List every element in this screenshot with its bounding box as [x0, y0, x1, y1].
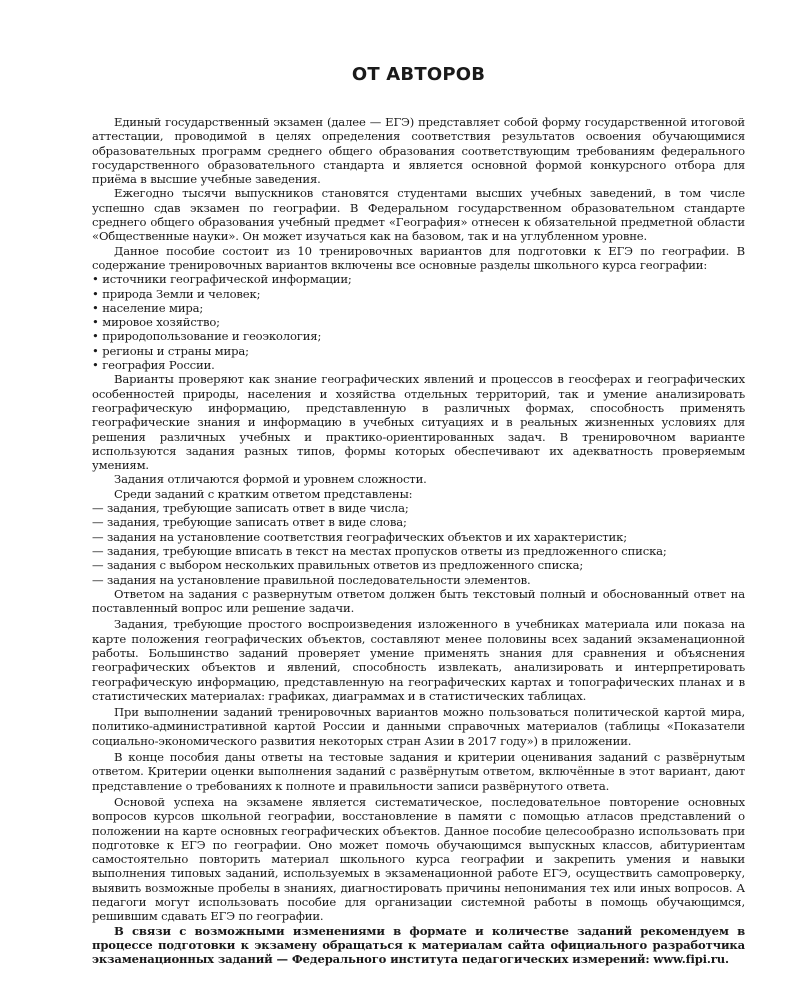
list-item: • регионы и страны мира; [92, 344, 745, 358]
list-item: — задания с выбором нескольких правильных ответов из предложенного списка; [92, 558, 745, 572]
topic-list [92, 272, 745, 372]
page-title: ОТ АВТОРОВ [351, 64, 486, 85]
paragraph-fipi-note: В связи с возможными изменениями в формате и количестве заданий рекомендуем в процессе подготовки к экзамену обращаться к материалам сайта официального разработчика экзаменационных заданий — Федерального института педагогических измерений: www.fipi.ru. [92, 923, 745, 967]
document-body [92, 115, 745, 967]
paragraph-maps: При выполнении заданий тренировочных вариантов можно пользоваться политической картой мира, политико-административной картой России и данными справочных материалов (таблицы «Показатели социально-экономического развития некоторых стран Азии в 2017 году») в приложении. [92, 705, 745, 748]
paragraph-variants: Варианты проверяют как знание географических явлений и процессов в геосферах и географических особенностей природы, населения и хозяйства отдельных территорий, так и умение анализировать географическую информацию, представленную в различных формах, способность применять географические знания и информацию в учебных ситуациях и в реальных жизненных условиях для решения различных учебных и практико-ориентированных задач. В тренировочном варианте используются задания разных типов, формы которых обеспечивают их адекватность проверяемым умениям. [92, 372, 745, 473]
list-item: • население мира; [92, 301, 745, 315]
list-item: • природопользование и геоэкология; [92, 329, 745, 343]
paragraph-answers: В конце пособия даны ответы на тестовые задания и критерии оценивания заданий с развёрнутым ответом. Критерии оценки выполнения заданий с развёрнутым ответом, включённые в этот вариант, дают представление о требованиях к полноте и правильности записи развёрнутого ответа. [92, 750, 745, 793]
paragraph-graduates: Ежегодно тысячи выпускников становятся студентами высших учебных заведений, в том числе успешно сдав экзамен по географии. В Федеральном государственном образовательном стандарте среднего общего образования учебный предмет «География» отнесен к обязательной предметной области «Общественные науки». Он может изучаться как на базовом, так и на углубленном уровне. [92, 186, 745, 244]
paragraph-task-share: Задания, требующие простого воспроизведения изложенного в учебниках материала или показа на карте положения географических объектов, составляют менее половины всех заданий экзаменационной работы. Большинство заданий проверяет умение применять знания для сравнения и объяснения географических объектов и явлений, способность извлекать, анализировать и интерпретировать географическую информацию, представленную на географических картах и топографических планах и в статистических материалах: графиках, диаграммах и в статистических таблицах. [92, 617, 745, 703]
list-item: • мировое хозяйство; [92, 315, 745, 329]
paragraph-short-answer: Среди заданий с кратким ответом представлены: [114, 486, 413, 501]
list-item: — задания, требующие вписать в текст на местах пропусков ответы из предложенного списка; [92, 544, 745, 558]
list-item: — задания на установление правильной последовательности элементов. [92, 573, 745, 587]
list-item: • география России. [92, 358, 745, 372]
paragraph-intro: Единый государственный экзамен (далее — ЕГЭ) представляет собой форму государственной итоговой аттестации, проводимой в целях определения соответствия результатов освоения обучающимися образовательных программ среднего общего образования соответствующим требованиям федерального государственного образовательного стандарта и является основной формой конкурсного отбора для приёма в высшие учебные заведения. [92, 115, 745, 187]
list-item: — задания на установление соответствия географических объектов и их характеристик; [92, 530, 745, 544]
paragraph-task-forms: Задания отличаются формой и уровнем сложности. [114, 472, 427, 487]
task-type-list [92, 501, 745, 587]
paragraph-manual-contents: Данное пособие состоит из 10 тренировочных вариантов для подготовки к ЕГЭ по географии. В содержание тренировочных вариантов включены все основные разделы школьного курса географии: [92, 243, 745, 272]
list-item: • источники географической информации; [92, 272, 745, 286]
paragraph-success: Основой успеха на экзамене является систематическое, последовательное повторение основных вопросов курсов школьной географии, восстановление в памяти с помощью атласов представлений о положении на карте основных географических объектов. Данное пособие целесообразно использовать при подготовке к ЕГЭ по географии. Оно может помочь обучающимся выпускных классов, абитуриентам самостоятельно повторить материал школьного курса географии и закрепить умения и навыки выполнения типовых заданий, используемых в экзаменационной работе ЕГЭ, осуществить самопроверку, выявить возможные пробелы в знаниях, диагностировать причины непонимания тех или иных вопросов. А педагоги могут использовать пособие для организации системной работы в помощь обучающимся, решившим сдавать ЕГЭ по географии. [92, 794, 745, 924]
paragraph-extended-answer: Ответом на задания с развернутым ответом должен быть текстовый полный и обоснованный ответ на поставленный вопрос или решение задачи. [92, 586, 745, 616]
list-item: — задания, требующие записать ответ в виде числа; [92, 501, 745, 515]
list-item: — задания, требующие записать ответ в виде слова; [92, 515, 745, 529]
list-item: • природа Земли и человек; [92, 287, 745, 301]
